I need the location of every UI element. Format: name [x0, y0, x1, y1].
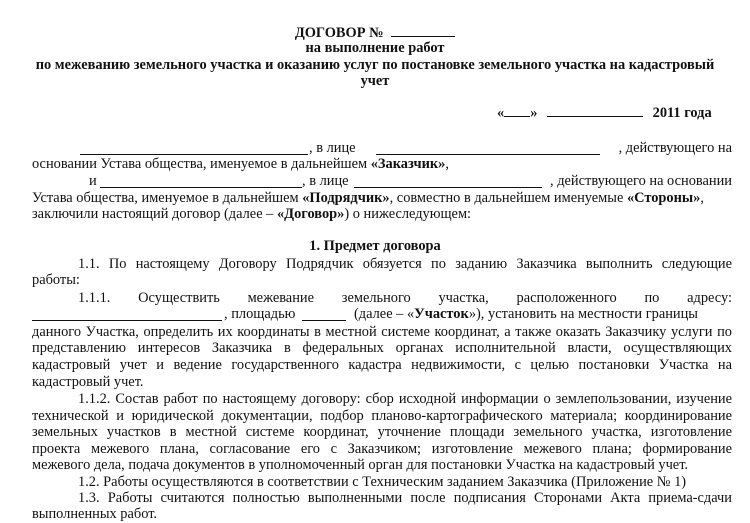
parties-term: «Стороны» [626, 190, 701, 206]
contract-subtitle: на выполнение работ [305, 40, 445, 56]
party1-in-person: , в лице [309, 140, 356, 156]
party1-comma: , [445, 156, 449, 172]
hereinafter-text: (далее – « [354, 306, 415, 322]
party1-basis-text: основании Устава общества, именуемое в дальнейшем [32, 156, 371, 172]
plot-term: Участок [414, 306, 469, 322]
establish-boundaries-text: »), установить на местности границы [468, 306, 698, 322]
party1-representative-blank [376, 142, 600, 155]
party1-line-2 [32, 156, 449, 173]
party2-line-3 [32, 206, 471, 223]
party1-name-blank [80, 142, 308, 155]
clause-1-3-line-1: 1.3. Работы считаются полностью выполненными после подписания Сторонами Акта приема-сдачи [78, 490, 732, 506]
contract-subject-line-1: по межеванию земельного участка и оказанию услуг по постановке земельного участка на кадастровый [35, 57, 715, 73]
party2-representative-blank [354, 175, 542, 188]
party2-comma: , [700, 190, 704, 206]
party2-acting: , действующего на основании [550, 173, 732, 189]
date-day-blank [504, 104, 530, 117]
plot-term-prefix [354, 306, 698, 323]
contract-date-line [497, 104, 712, 122]
clause-1-1-2-line-1: 1.1.2. Состав работ по настоящему договору: сбор исходной информации о землепользовании, изучение [78, 391, 732, 407]
area-blank [302, 308, 346, 321]
party1-acting: , действующего на [618, 140, 732, 156]
clause-1-1-1-line-6: кадастровый учет. [32, 374, 144, 390]
party2-jointly-text: , совместно в дальнейшем именуемые [389, 190, 627, 206]
party1-role-customer: «Заказчик» [370, 156, 446, 172]
party2-line-2 [32, 190, 704, 207]
date-close-quote: » [530, 105, 538, 121]
date-month-blank [547, 104, 643, 117]
following-text: ) о нижеследующем: [344, 206, 472, 222]
clause-1-1-line-2: работы: [32, 272, 80, 288]
clause-1-1-2-line-2: технической и юридической документации, подбор планово-картографического материала; координирование [32, 408, 732, 424]
clause-1-2: 1.2. Работы осуществляются в соответствии с Техническим заданием Заказчика (Приложение № 1) [78, 474, 687, 490]
area-label: , площадью [224, 306, 296, 322]
address-blank [32, 308, 222, 321]
clause-1-1-2-line-3: земельных участков в местной системе координат, уточнение площади земельного участка, изготовление [32, 424, 732, 440]
clause-1-1-line-1: 1.1. По настоящему Договору Подрядчик обязуется по заданию Заказчика выполнить следующие [78, 256, 732, 272]
contract-number-blank [391, 24, 455, 37]
clause-1-1-2-line-5: межевого дела, подача документов в уполномоченный орган для постановки Участка на кадастровый учет. [32, 457, 688, 473]
contract-subject-line-2: учет [360, 73, 390, 89]
clause-1-3-line-2: выполненных работ. [32, 506, 158, 522]
party2-basis-text: Устава общества, именуемое в дальнейшем [32, 190, 303, 206]
clause-1-1-1-line-4: представлению интересов Заказчика в федеральных органах исполнительной власти, осуществляющих [32, 340, 732, 356]
party2-in-person: , в лице [302, 173, 349, 189]
party2-role-contractor: «Подрядчик» [302, 190, 390, 206]
party2-and: и [89, 173, 97, 189]
clause-1-1-1-line-5: кадастровый учет и ведение государственного кадастра недвижимости, с целью постановки Участка на [32, 357, 732, 373]
clause-1-1-1-line-3: данного Участка, определить их координаты в местной системе координат, а также оказать Заказчику услуги по [32, 324, 732, 340]
party2-name-blank [100, 175, 302, 188]
clause-1-1-1-line-1: 1.1.1. Осуществить межевание земельного участка, расположенного по адресу: [78, 290, 732, 306]
clause-1-1-2-line-4: проекта межевого плана, согласование его с Заказчиком; изготовление межевого плана; формирование [32, 441, 732, 457]
concluded-text: заключили настоящий договор (далее – [32, 206, 277, 222]
contract-title: ДОГОВОР № [294, 25, 384, 41]
section-1-title: 1. Предмет договора [309, 238, 441, 254]
date-open-quote: « [497, 105, 505, 121]
agreement-term: «Договор» [276, 206, 345, 222]
date-year: 2011 года [652, 105, 712, 121]
